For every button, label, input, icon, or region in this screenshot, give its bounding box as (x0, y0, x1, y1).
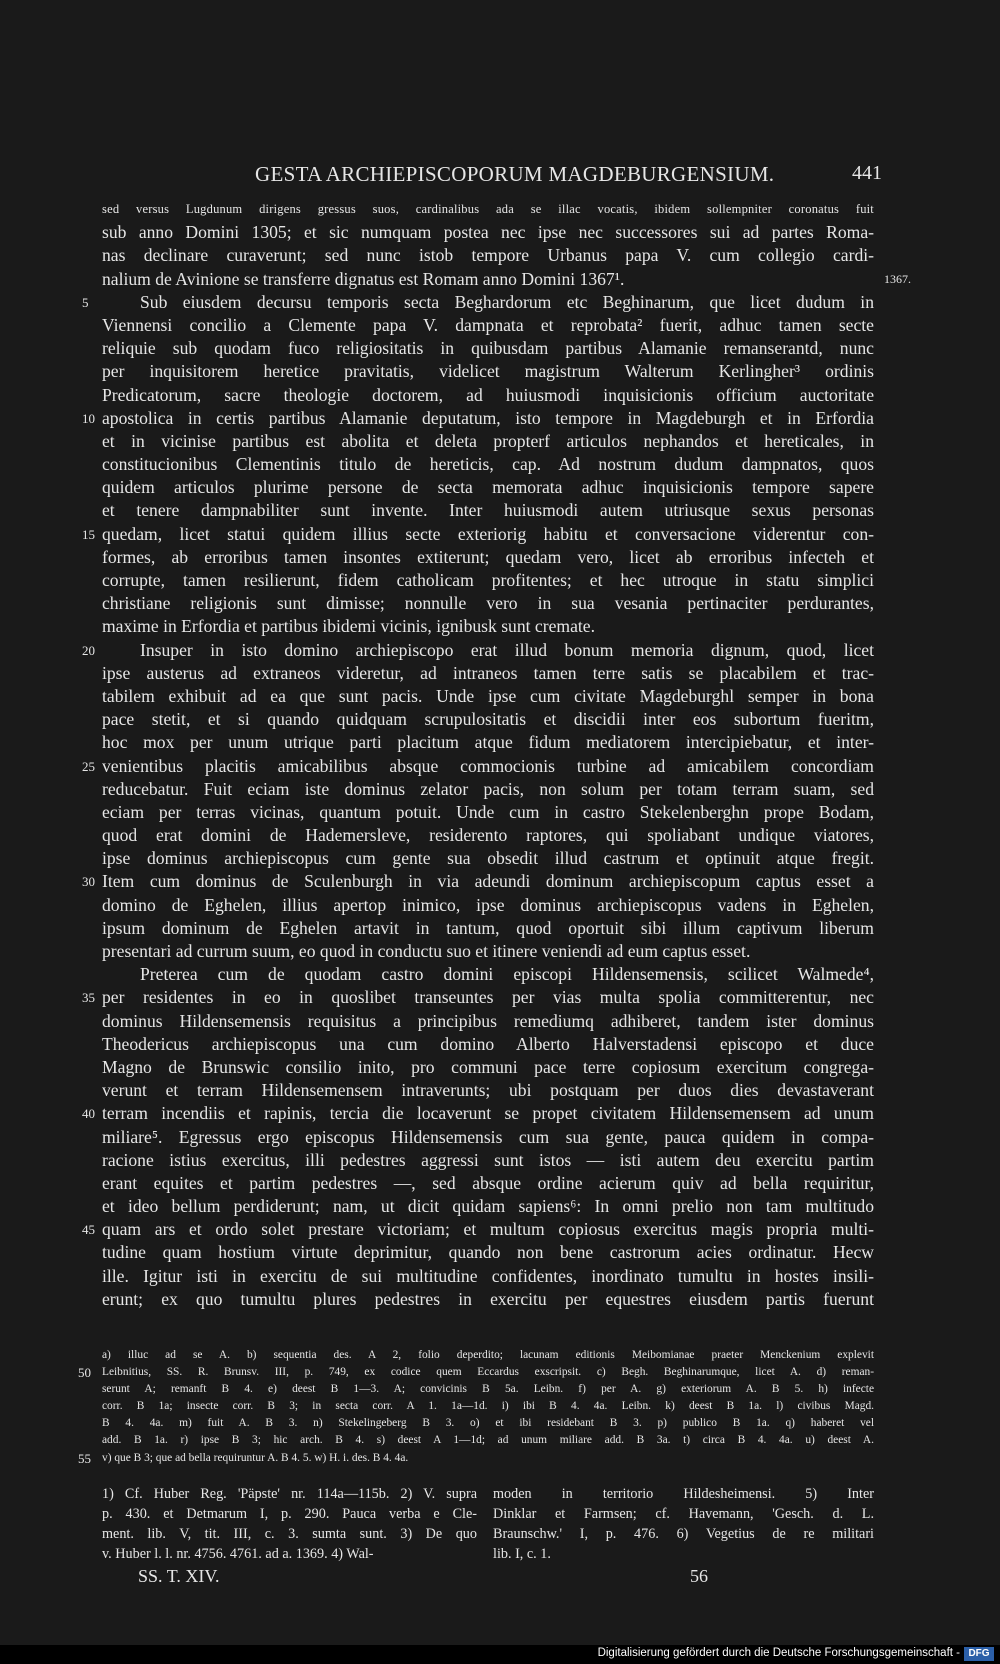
line-number: 45 (82, 1222, 95, 1238)
text-line (0, 963, 1000, 986)
main-text (0, 198, 1000, 1311)
line-text: christiane religionis sunt dimisse; nonnulle vero in sua vesania pertinaciter perdurantes, (102, 593, 874, 614)
text-line (0, 1241, 1000, 1264)
text-line (0, 917, 1000, 940)
line-number: 10 (82, 410, 95, 426)
line-text: erunt; ex quo tumultu plures pedestres in exercitu per equestres eiusdem partis fuerunt (102, 1288, 874, 1309)
text-line (0, 291, 1000, 314)
variant-note-text: v) que B 3; que ad bella requiruntur A. B 4. 5. w) H. i. des. B 4. 4a. (102, 1451, 409, 1464)
line-text: racione istius exercitus, illi pedestres aggressi sunt istos — isti autem deu exercitu partim (102, 1149, 874, 1170)
variant-note-text: a) illuc ad se A. b) sequentia des. A 2, folio deperdito; lacunam editionis Meibomianae praeter Menckenium explevit (102, 1349, 874, 1361)
line-number: 35 (82, 990, 95, 1006)
line-text: corrupte, tamen resilierunt, fidem catholicam profitentes; et hec utroque in statu simplici (102, 570, 874, 590)
line-text: hoc mox per unum utrique parti placitum atque fidum mediatorem intercipiebatur, et inter- (102, 732, 874, 753)
line-text: terram incendiis et rapinis, tercia die locaverunt se propet civitatem Hildensemensem ad unum (102, 1103, 874, 1124)
source-note-left: p. 430. et Detmarum I, p. 290. Pauca verba e Cle- (102, 1506, 477, 1522)
variant-note-line (0, 1415, 1000, 1432)
text-line (0, 870, 1000, 893)
line-text: Preterea cum de quodam castro domini episcopi Hildensemensis, scilicet Walmede⁴, (140, 964, 874, 985)
line-number: 40 (82, 1106, 95, 1122)
line-text: quod erat domini de Hademersleve, residerento raptores, qui spoliabant undique viatores, (102, 825, 874, 846)
source-note-left: 1) Cf. Huber Reg. 'Päpste' nr. 114a—115b. 2) V. supra (102, 1486, 477, 1502)
text-line (0, 360, 1000, 383)
running-header (0, 162, 1000, 192)
line-text: ille. Igitur isti in exercitu de sui multitudine confidentes, inordinato tumultu in hostes insili- (102, 1265, 874, 1286)
source-note-right: lib. I, c. 1. (493, 1546, 551, 1562)
line-text: eciam per terras vicinas, quantum potuit. Unde cum in castro Stekelenberghn prope Bodam, (102, 801, 874, 822)
line-text: et in vicinise partibus est abolita et deleta propterf articulos nephandos et hereticales, in (102, 430, 874, 451)
source-note-left: v. Huber l. l. nr. 4756. 4761. ad a. 1369. 4) Wal- (102, 1546, 374, 1562)
source-note-right: moden in territorio Hildesheimensi. 5) Inter (493, 1486, 874, 1502)
source-note-right: Dinklar et Farmsen; cf. Havemann, 'Gesch. d. L. (493, 1506, 874, 1522)
line-text: tudine quam hostium virtute deprimitur, quando non bene castrorum acies ordinatur. Hecw (102, 1242, 874, 1263)
variant-note-line (0, 1364, 1000, 1381)
text-line (0, 986, 1000, 1009)
source-note-line (0, 1524, 1000, 1544)
line-text: pace stetit, et si quando quidquam scrupulositatis et discidii inter eos subortum fueritm, (102, 709, 874, 730)
text-line (0, 546, 1000, 569)
line-text: et ideo bellum perdiderunt; nam, ut dicit quidam sapiens⁶: In omni prelio non tam multitudo (102, 1196, 874, 1217)
text-line (0, 1010, 1000, 1033)
line-text: et tenere dampnabiliter sunt invente. Inter huiusmodi autem utriusque sexus personas (102, 500, 874, 521)
line-text: Viennensi concilio a Clemente papa V. dampnata et reprobata² fuerit, adhuc tamen secte (102, 314, 874, 335)
text-line (0, 1033, 1000, 1056)
running-title: GESTA ARCHIEPISCOPORUM MAGDEBURGENSIUM. (255, 162, 775, 186)
dfg-logo: DFG (964, 1647, 994, 1661)
line-text: quedam, licet statui quidem illius secte exteriorig habitu et conversacione viderentur con- (102, 523, 874, 544)
source-note-line (0, 1544, 1000, 1564)
text-line (0, 894, 1000, 917)
signature-mark: SS. T. XIV. (138, 1566, 220, 1586)
variant-note-line (0, 1432, 1000, 1449)
source-note-line (0, 1504, 1000, 1524)
line-text: reliquie sub quodam fuco religiositatis in quibusdam partibus Alamanie remanserantd, nunc (102, 338, 874, 359)
variant-note-text: corr. B 1a; insecte corr. B 3; in secta corr. A 1. 1a—1d. i) ibi B 4. 4a. Leibn. k) deest B 1a. l) civibus Magd. (102, 1400, 874, 1413)
line-text: Sub eiusdem decursu temporis secta Beghardorum etc Beghinarum, que licet dudum in (140, 291, 874, 312)
line-text: ipsum dominum de Eghelen artavit in tantum, quod oportuit sibi illum captivum liberum (102, 917, 874, 938)
variant-note-text: Leibnitius, SS. R. Brunsv. III, p. 749, ex codice quem Eccardus exscripsit. c) Begh. Beghinarumque, licet A. d) reman- (102, 1366, 874, 1379)
line-text: Item cum dominus de Sculenburgh in via adeundi dominum archiepiscopum captus esset a (102, 871, 874, 892)
line-text: nas declinare curaverunt; sed nunc istob tempore Urbanus papa V. cum collegio cardi- (102, 245, 874, 266)
line-text: per residentes in eo in quoslibet transeuntes per vias multa spolia committerentur, nec (102, 987, 874, 1008)
line-text: miliare⁵. Egressus ergo episcopus Hildensemensis cum sua gente, pauca quidem in compa- (102, 1126, 874, 1147)
source-notes (0, 1484, 1000, 1564)
text-line (0, 662, 1000, 685)
text-line (0, 453, 1000, 476)
footer-credit: Digitalisierung gefördert durch die Deutsche Forschungsgemeinschaft - (597, 1647, 960, 1659)
variant-note-text: add. B 1a. r) ipse B 3; hic arch. B 4. s) deest A 1—1d; ad unum miliare add. B 3a. t) circa B 4. 4a. u) deest A. (102, 1434, 874, 1447)
variant-notes (0, 1347, 1000, 1467)
text-line (0, 1149, 1000, 1172)
line-text: erant equites et partim pedestres —, sed absque ordine acierum quiv ad bella requiritur, (102, 1172, 874, 1193)
text-line (0, 940, 1000, 963)
text-line (0, 1218, 1000, 1241)
variant-note-line (0, 1450, 1000, 1467)
text-line (0, 1288, 1000, 1311)
variant-note-line (0, 1347, 1000, 1364)
variant-note-text: serunt A; remanft B 4. e) deest B 1—3. A; convicinis B 5a. Leibn. f) per A. g) exteriorum A. B 5. h) infecte (102, 1383, 874, 1396)
line-text: presentari ad currum suum, eo quod in conductu suo et itinere veniendi ad eum captus esset. (102, 941, 751, 961)
line-text: nalium de Avinione se transferre dignatus est Romam anno Domini 1367¹. (102, 268, 625, 289)
variant-note-text: B 4. 4a. m) fuit A. B 3. n) Stekelingeberg B 3. o) et ibi residebant B 3. p) publico B 1a. q) haberet vel (102, 1417, 874, 1430)
line-text: Insuper in isto domino archiepiscopo erat illud bonum memoria dignum, quod, licet (140, 639, 874, 660)
line-text: formes, ab erroribus tamen insontes extiterunt; quedam vero, licet ab erroribus infecteh et (102, 546, 874, 567)
text-line (0, 569, 1000, 592)
line-text: tabilem exhibuit ad ea que sunt pacis. Unde ipse cum civitate Magdeburghl semper in bona (102, 685, 874, 706)
text-line (0, 1265, 1000, 1288)
text-line (0, 778, 1000, 801)
text-line (0, 592, 1000, 615)
line-number: 55 (78, 1450, 91, 1466)
line-text: apostolica in certis partibus Alamanie deputatum, isto tempore in Magdeburgh et in Erfordia (102, 407, 874, 428)
line-text: venientibus placitis amicabilibus absque commocionis turbine ad amicabilem concordiam (102, 755, 874, 776)
variant-note-line (0, 1381, 1000, 1398)
line-number: 15 (82, 526, 95, 542)
line-text: dominus Hildensemensis requisitus a principibus remediumq adhiberet, tandem ister dominus (102, 1010, 874, 1031)
page-number: 441 (852, 162, 882, 184)
text-line (0, 244, 1000, 267)
text-line (0, 430, 1000, 453)
text-line (0, 1056, 1000, 1079)
variant-note-line (0, 1398, 1000, 1415)
line-text: maxime in Erfordia et partibus ibidemi vicinis, ignibusk sunt cremate. (102, 616, 596, 637)
text-line (0, 407, 1000, 430)
sheet-number: 56 (690, 1566, 708, 1586)
line-text: quam ars et ordo solet prestare victoriam; et multum copiosus exercitus magis propria multi- (102, 1219, 874, 1240)
line-number: 30 (82, 874, 95, 890)
text-line (0, 1079, 1000, 1102)
line-text: Predicatorum, sacre theologie doctorem, ad huiusmodi inquisicionis officium auctoritate (102, 384, 874, 405)
line-text: sed versus Lugdunum dirigens gressus suos, cardinalibus ada se illac vocatis, ibidem sollempniter coronatus fuit (102, 202, 874, 216)
text-line (0, 685, 1000, 708)
line-number: 25 (82, 758, 95, 774)
text-line (0, 1195, 1000, 1218)
text-line (0, 801, 1000, 824)
source-note-right: Braunschw.' I, p. 476. 6) Vegetius de re militari (493, 1526, 874, 1542)
line-text: quidem articulos plurime persone de secta memorata adhuc inquisicionis tempore sapere (102, 477, 874, 498)
line-text: verunt et terram Hildensemensem intraverunts; ubi postquam per duos dies devastaverant (102, 1080, 874, 1101)
line-text: domino de Eghelen, illius apertop inimico, ipse dominus archiepiscopus vadens in Eghelen, (102, 894, 874, 915)
text-line (0, 384, 1000, 407)
text-line (0, 499, 1000, 522)
text-line (0, 639, 1000, 662)
text-line (0, 268, 1000, 291)
text-line (0, 824, 1000, 847)
line-text: Magno de Brunswic consilio inito, pro communi pace terre copiosum exercitum congrega- (102, 1056, 874, 1077)
line-text: Theodericus archiepiscopus una cum domino Alberto Halverstadensi episcopo et duce (102, 1033, 874, 1054)
line-text: sub anno Domini 1305; et sic numquam postea nec ipse nec successores sui ad partes Roma- (102, 222, 874, 243)
source-note-left: ment. lib. V, tit. III, c. 3. sumta sunt. 3) De quo (102, 1526, 477, 1542)
text-line (0, 1172, 1000, 1195)
text-line (0, 1102, 1000, 1125)
line-number: 5 (82, 294, 89, 310)
text-line (0, 337, 1000, 360)
line-number: 50 (78, 1365, 91, 1381)
line-text: ipse austerus ad extraneos videretur, ad intraneos tamen terre satis se placabilem et trac- (102, 662, 874, 683)
digitization-footer (0, 1645, 1000, 1664)
text-line (0, 221, 1000, 244)
text-line (0, 755, 1000, 778)
text-line (0, 314, 1000, 337)
line-text: reducebatur. Fuit eciam iste dominus zelator pacis, non solum per totam terram suam, sed (102, 778, 874, 799)
text-line (0, 198, 1000, 221)
text-line (0, 847, 1000, 870)
line-text: per inquisitorem heretice pravitatis, videlicet magistrum Walterum Kerlingher³ ordinis (102, 361, 874, 382)
text-line (0, 615, 1000, 638)
line-number: 20 (82, 642, 95, 658)
text-line (0, 731, 1000, 754)
text-line (0, 708, 1000, 731)
text-line (0, 476, 1000, 499)
text-line (0, 1126, 1000, 1149)
line-text: ipse dominus archiepiscopus cum gente sua obsedit illud castrum et optinuit atque fregit. (102, 848, 874, 869)
line-text: constitucionibus Clementinis titulo de hereticis, cap. Ad nostrum dudum dampnatos, quos (102, 454, 874, 475)
text-line (0, 523, 1000, 546)
margin-date: 1367. (884, 271, 911, 286)
source-note-line (0, 1484, 1000, 1504)
